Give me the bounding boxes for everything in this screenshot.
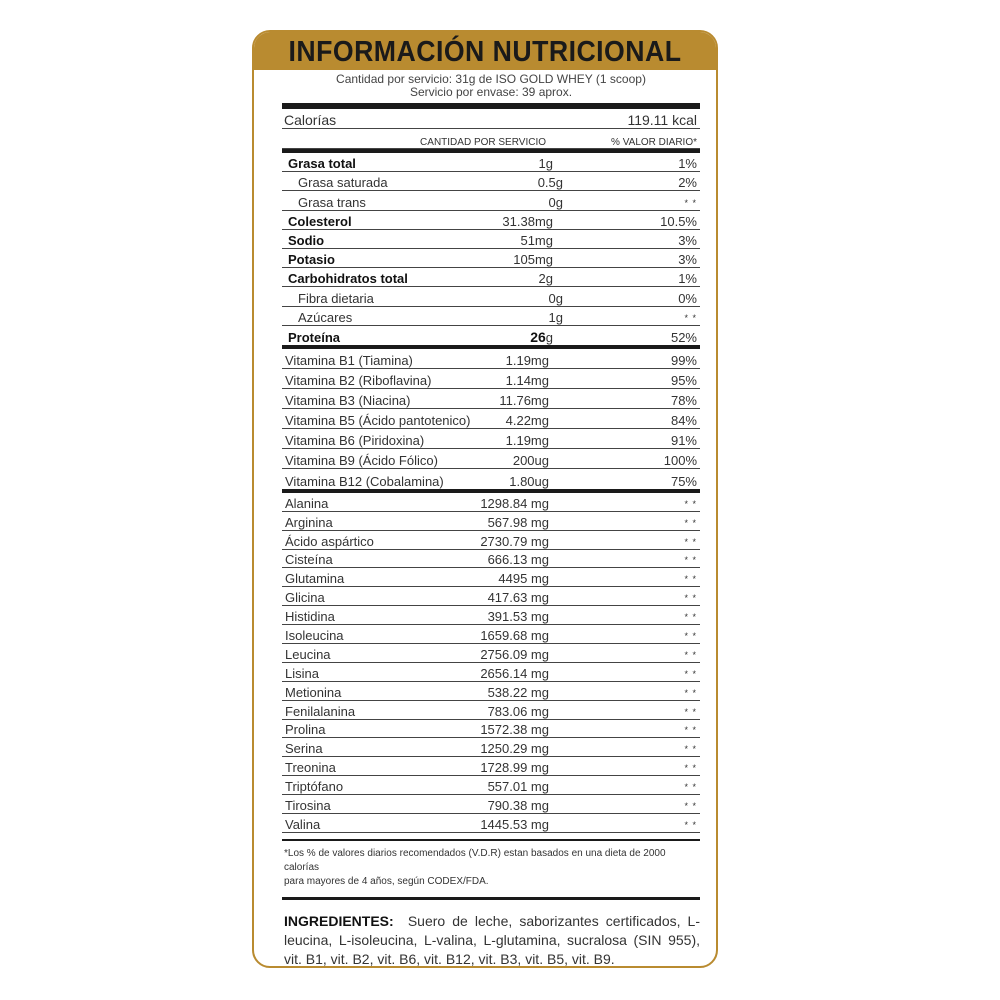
nutrient-name: Potasio xyxy=(288,252,335,268)
amino-acid-row xyxy=(282,587,700,606)
amino-acid-row xyxy=(282,625,700,644)
amino-acid-row xyxy=(282,814,700,833)
protein-amount-unit: g xyxy=(545,329,553,345)
nutrient-amount: 31.38mg xyxy=(502,213,553,229)
protein-amount-number: 26 xyxy=(530,328,546,345)
header-band xyxy=(254,32,716,70)
amino-acid-name: Glicina xyxy=(285,590,325,606)
amino-acid-row xyxy=(282,493,700,512)
nutrition-content xyxy=(282,70,700,968)
vitamin-row xyxy=(282,469,700,489)
vitamin-dv: 75% xyxy=(670,473,697,489)
amino-acid-name: Ácido aspártico xyxy=(285,533,374,549)
ingredients-label: INGREDIENTES: xyxy=(284,912,394,929)
calories-value: 119.11 kcal xyxy=(627,112,697,128)
vitamin-dv: 84% xyxy=(670,412,697,428)
nutrient-dv: 52% xyxy=(670,329,697,345)
calories-row xyxy=(282,109,700,129)
amino-acid-row xyxy=(282,644,700,663)
amino-acid-amount: 1728.99 mg xyxy=(480,760,549,776)
footnote-line-2: para mayores de 4 años, según CODEX/FDA. xyxy=(284,875,489,887)
amino-acid-amount: 538.22 mg xyxy=(487,684,549,700)
amino-acid-dv: * * xyxy=(684,574,697,585)
amino-acid-amount: 2730.79 mg xyxy=(480,533,549,549)
amino-acid-dv: * * xyxy=(684,744,697,755)
nutrient-row xyxy=(282,230,700,249)
amino-acid-row xyxy=(282,682,700,701)
calories-label: Calorías xyxy=(284,112,337,128)
footnote-line-1: *Los % de valores diarios recomendados (V.D.R) estan basados en una dieta de 2000 calorías xyxy=(284,847,666,873)
amino-acid-name: Prolina xyxy=(285,722,326,738)
vitamin-amount: 4.22mg xyxy=(505,412,549,428)
nutrient-name: Grasa total xyxy=(288,156,356,172)
vitamin-dv: 99% xyxy=(670,352,697,368)
nutrient-row xyxy=(282,191,700,210)
nutrient-name: Sodio xyxy=(288,232,325,248)
vitamin-row xyxy=(282,429,700,449)
vitamin-dv: 91% xyxy=(670,432,697,448)
amino-acid-row xyxy=(282,757,700,776)
nutrient-row xyxy=(282,268,700,287)
amino-acid-name: Histidina xyxy=(285,609,335,625)
nutrient-name: Carbohidratos total xyxy=(288,271,408,287)
vitamin-row xyxy=(282,369,700,389)
vitamins-table xyxy=(282,349,700,489)
vitamin-dv: 95% xyxy=(670,372,697,388)
amino-acid-row xyxy=(282,776,700,795)
amino-acid-amount: 4495 mg xyxy=(498,571,549,587)
vitamin-amount: 1.80ug xyxy=(509,473,549,489)
vitamin-name: Vitamina B2 (Riboflavina) xyxy=(285,372,432,388)
amino-acid-dv: * * xyxy=(684,706,697,717)
amino-acid-dv: * * xyxy=(684,668,697,679)
amino-acid-dv: * * xyxy=(684,763,697,774)
amino-acid-amount: 567.98 mg xyxy=(487,514,549,530)
amino-acid-amount: 417.63 mg xyxy=(487,590,549,606)
amino-acid-dv: * * xyxy=(684,498,697,509)
amino-acid-dv: * * xyxy=(684,801,697,812)
nutrient-row xyxy=(282,307,700,326)
amino-acid-row xyxy=(282,720,700,739)
amino-acid-row xyxy=(282,550,700,569)
amino-acid-name: Tirosina xyxy=(285,798,331,814)
vitamin-name: Vitamina B9 (Ácido Fólico) xyxy=(285,452,438,468)
amino-acid-name: Metionina xyxy=(285,684,342,700)
amino-acid-row xyxy=(282,531,700,550)
nutrient-name: Grasa trans xyxy=(298,194,366,210)
amino-acid-dv: * * xyxy=(684,536,697,547)
nutrient-name: Grasa saturada xyxy=(298,175,388,191)
dv-column-header: % VALOR DIARIO* xyxy=(611,137,697,148)
nutrient-row xyxy=(282,211,700,230)
amino-acid-dv: * * xyxy=(684,649,697,660)
vitamin-name: Vitamina B5 (Ácido pantotenico) xyxy=(285,412,471,428)
vitamin-name: Vitamina B12 (Cobalamina) xyxy=(285,473,444,489)
nutrient-row xyxy=(282,172,700,191)
daily-value-footnote xyxy=(282,847,700,889)
amino-acid-name: Serina xyxy=(285,741,323,757)
amino-acid-row xyxy=(282,606,700,625)
nutrient-row xyxy=(282,249,700,268)
amino-acid-amount: 391.53 mg xyxy=(487,609,549,625)
divider-medium xyxy=(282,897,700,900)
nutrient-dv: * * xyxy=(684,197,697,208)
nutrient-dv: 3% xyxy=(678,252,697,268)
amino-acid-row xyxy=(282,512,700,531)
amino-acid-name: Treonina xyxy=(285,760,336,776)
nutrient-dv: 0% xyxy=(678,290,697,306)
amino-acid-amount: 1298.84 mg xyxy=(480,495,549,511)
amino-acid-dv: * * xyxy=(684,782,697,793)
vitamin-row xyxy=(282,409,700,429)
amino-acid-dv: * * xyxy=(684,612,697,623)
serving-size: Cantidad por servicio: 31g de ISO GOLD WHEY (1 scoop) xyxy=(336,72,646,86)
amino-acid-amount: 1250.29 mg xyxy=(480,741,549,757)
serving-info xyxy=(282,73,700,99)
amino-acid-dv: * * xyxy=(684,725,697,736)
amino-acid-amount: 1572.38 mg xyxy=(480,722,549,738)
amino-acid-dv: * * xyxy=(684,819,697,830)
nutrient-dv: 1% xyxy=(678,156,697,172)
vitamin-amount: 11.76mg xyxy=(499,392,549,408)
ingredients-text: Suero de leche, saborizantes certificados, L-leucina, L-isoleucina, L-valina, L-glutamina, sucralosa (SIN 955), vit. B1, vit. B2, vit. B6, vit. B12, vit. B3, vit. B5, vit. B9. xyxy=(284,912,701,967)
amino-acid-name: Leucina xyxy=(285,646,331,662)
nutrient-amount: 1g xyxy=(538,156,553,172)
nutrient-row xyxy=(282,287,700,306)
amino-acid-amount: 783.06 mg xyxy=(487,703,549,719)
amino-acid-name: Arginina xyxy=(285,514,333,530)
amino-acid-row xyxy=(282,795,700,814)
amino-acid-amount: 2756.09 mg xyxy=(480,646,549,662)
nutrition-facts-panel xyxy=(252,30,718,968)
vitamin-name: Vitamina B6 (Piridoxina) xyxy=(285,432,425,448)
amino-acid-name: Alanina xyxy=(285,495,329,511)
amino-acid-row xyxy=(282,738,700,757)
nutrient-name: Azúcares xyxy=(298,309,353,325)
vitamin-row xyxy=(282,389,700,409)
panel-title: INFORMACIÓN NUTRICIONAL xyxy=(288,36,682,68)
amino-acid-amount: 790.38 mg xyxy=(487,798,549,814)
amino-acid-amount: 557.01 mg xyxy=(487,779,549,795)
nutrient-name: Colesterol xyxy=(288,213,352,229)
amino-acid-amount: 1445.53 mg xyxy=(480,816,549,832)
vitamin-row xyxy=(282,349,700,369)
amino-acid-name: Glutamina xyxy=(285,571,345,587)
nutrient-amount xyxy=(468,329,553,345)
amino-acid-dv: * * xyxy=(684,687,697,698)
ingredients-block xyxy=(282,912,700,968)
nutrient-name: Fibra dietaria xyxy=(298,290,374,306)
nutrient-dv: 1% xyxy=(678,271,697,287)
column-header-row xyxy=(282,129,700,149)
vitamin-amount: 1.14mg xyxy=(505,372,549,388)
nutrient-dv: * * xyxy=(684,312,697,323)
nutrient-row xyxy=(282,153,700,172)
vitamin-amount: 1.19mg xyxy=(505,352,549,368)
amino-acid-amount: 1659.68 mg xyxy=(480,628,549,643)
nutrient-row xyxy=(282,326,700,345)
amino-acid-name: Lisina xyxy=(285,665,319,681)
amino-acid-name: Isoleucina xyxy=(285,628,344,643)
vitamin-name: Vitamina B3 (Niacina) xyxy=(285,392,411,408)
amino-acid-row xyxy=(282,663,700,682)
amino-acid-amount: 666.13 mg xyxy=(487,552,549,568)
amino-acid-row xyxy=(282,701,700,720)
amino-acid-dv: * * xyxy=(684,555,697,566)
nutrient-amount: 0.5g xyxy=(537,175,563,191)
vitamin-row xyxy=(282,449,700,469)
amino-acid-name: Cisteína xyxy=(285,552,333,568)
nutrient-amount: 0g xyxy=(548,290,563,306)
amino-acid-amount: 2656.14 mg xyxy=(480,665,549,681)
vitamin-name: Vitamina B1 (Tiamina) xyxy=(285,352,413,368)
vitamin-amount: 200ug xyxy=(512,452,549,468)
nutrient-dv: 10.5% xyxy=(660,213,697,229)
nutrient-amount: 1g xyxy=(548,309,563,325)
amino-acid-dv: * * xyxy=(684,631,697,641)
vitamin-dv: 100% xyxy=(663,452,697,468)
nutrient-amount: 2g xyxy=(538,271,553,287)
amino-acid-dv: * * xyxy=(684,517,697,528)
amino-acid-row xyxy=(282,568,700,587)
divider-medium xyxy=(282,839,700,841)
vitamin-dv: 78% xyxy=(670,392,697,408)
amino-acid-dv: * * xyxy=(684,593,697,604)
amino-acid-name: Triptófano xyxy=(285,779,344,795)
nutrients-table xyxy=(282,153,700,345)
servings-per-container: Servicio por envase: 39 aprox. xyxy=(409,85,573,99)
vitamin-amount: 1.19mg xyxy=(505,432,549,448)
nutrient-dv: 2% xyxy=(678,175,697,191)
amount-column-header: CANTIDAD POR SERVICIO xyxy=(420,137,546,148)
nutrient-amount: 51mg xyxy=(520,232,553,248)
nutrient-amount: 105mg xyxy=(513,252,553,268)
amino-acid-name: Valina xyxy=(285,816,321,832)
amino-acids-table xyxy=(282,493,700,833)
nutrient-name: Proteína xyxy=(288,329,341,345)
nutrient-amount: 0g xyxy=(548,194,563,210)
amino-acid-name: Fenilalanina xyxy=(285,703,356,719)
nutrient-dv: 3% xyxy=(678,232,697,248)
